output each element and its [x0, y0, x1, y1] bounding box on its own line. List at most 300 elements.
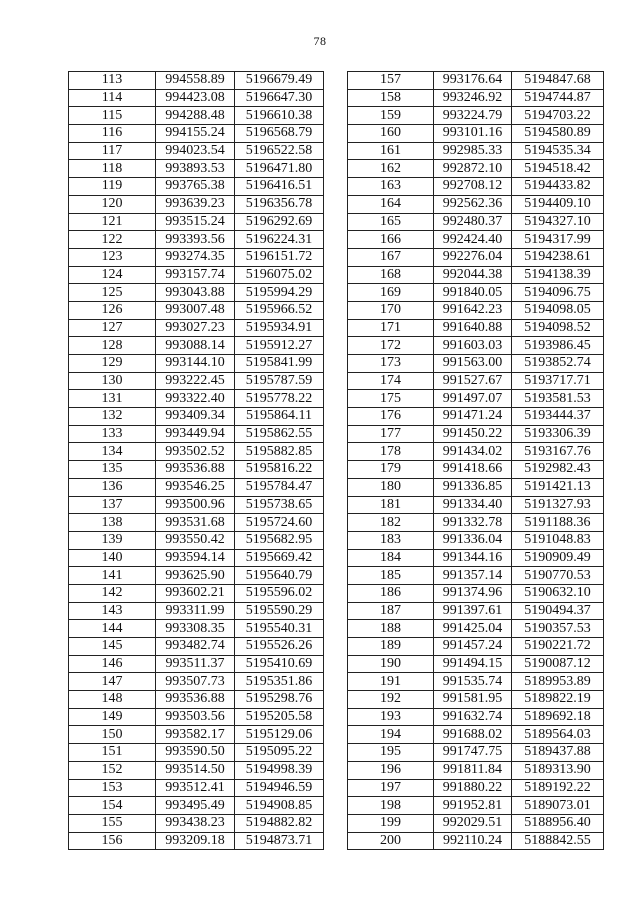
table-row: [69, 814, 324, 832]
y-coordinate-cell: 5191188.36: [512, 514, 604, 532]
y-coordinate-cell: 5195864.11: [235, 408, 324, 426]
table-row: [348, 89, 604, 107]
table-row: [69, 549, 324, 567]
x-coordinate-cell: 991494.15: [434, 655, 512, 673]
y-coordinate-cell: 5189437.88: [512, 744, 604, 762]
y-coordinate-cell: 5195596.02: [235, 584, 324, 602]
table-row: [348, 248, 604, 266]
point-number-cell: 129: [69, 355, 156, 373]
y-coordinate-cell: 5195351.86: [235, 673, 324, 691]
x-coordinate-cell: 992480.37: [434, 213, 512, 231]
table-row: [69, 673, 324, 691]
table-row: [69, 195, 324, 213]
y-coordinate-cell: 5196292.69: [235, 213, 324, 231]
point-number-cell: 180: [348, 478, 434, 496]
point-number-cell: 119: [69, 178, 156, 196]
y-coordinate-cell: 5193167.76: [512, 443, 604, 461]
x-coordinate-cell: 991344.16: [434, 549, 512, 567]
point-number-cell: 133: [69, 425, 156, 443]
point-number-cell: 168: [348, 266, 434, 284]
y-coordinate-cell: 5193306.39: [512, 425, 604, 443]
x-coordinate-cell: 991640.88: [434, 319, 512, 337]
y-coordinate-cell: 5195540.31: [235, 620, 324, 638]
y-coordinate-cell: 5193717.71: [512, 372, 604, 390]
y-coordinate-cell: 5195410.69: [235, 655, 324, 673]
x-coordinate-cell: 993507.73: [156, 673, 235, 691]
x-coordinate-cell: 992044.38: [434, 266, 512, 284]
x-coordinate-cell: 993438.23: [156, 814, 235, 832]
x-coordinate-cell: 991581.95: [434, 691, 512, 709]
x-coordinate-cell: 993007.48: [156, 301, 235, 319]
x-coordinate-cell: 993308.35: [156, 620, 235, 638]
x-coordinate-cell: 993043.88: [156, 284, 235, 302]
y-coordinate-cell: 5195129.06: [235, 726, 324, 744]
y-coordinate-cell: 5194744.87: [512, 89, 604, 107]
point-number-cell: 127: [69, 319, 156, 337]
y-coordinate-cell: 5195682.95: [235, 531, 324, 549]
y-coordinate-cell: 5191048.83: [512, 531, 604, 549]
y-coordinate-cell: 5195669.42: [235, 549, 324, 567]
point-number-cell: 122: [69, 231, 156, 249]
point-number-cell: 160: [348, 125, 434, 143]
table-row: [69, 248, 324, 266]
y-coordinate-cell: 5190770.53: [512, 567, 604, 585]
table-row: [348, 638, 604, 656]
x-coordinate-cell: 994155.24: [156, 125, 235, 143]
y-coordinate-cell: 5195590.29: [235, 602, 324, 620]
x-coordinate-cell: 993536.88: [156, 691, 235, 709]
table-row: [69, 372, 324, 390]
y-coordinate-cell: 5195841.99: [235, 355, 324, 373]
table-row: [69, 478, 324, 496]
x-coordinate-cell: 991688.02: [434, 726, 512, 744]
point-number-cell: 194: [348, 726, 434, 744]
y-coordinate-cell: 5189073.01: [512, 797, 604, 815]
y-coordinate-cell: 5195738.65: [235, 496, 324, 514]
x-coordinate-cell: 993594.14: [156, 549, 235, 567]
y-coordinate-cell: 5196610.38: [235, 107, 324, 125]
x-coordinate-cell: 991457.24: [434, 638, 512, 656]
y-coordinate-cell: 5190494.37: [512, 602, 604, 620]
x-coordinate-cell: 993027.23: [156, 319, 235, 337]
point-number-cell: 193: [348, 708, 434, 726]
point-number-cell: 170: [348, 301, 434, 319]
table-row: [348, 708, 604, 726]
point-number-cell: 116: [69, 125, 156, 143]
point-number-cell: 120: [69, 195, 156, 213]
x-coordinate-cell: 992424.40: [434, 231, 512, 249]
x-coordinate-cell: 992562.36: [434, 195, 512, 213]
table-row: [348, 390, 604, 408]
x-coordinate-cell: 993639.23: [156, 195, 235, 213]
table-row: [69, 125, 324, 143]
y-coordinate-cell: 5194096.75: [512, 284, 604, 302]
point-number-cell: 189: [348, 638, 434, 656]
y-coordinate-cell: 5194317.99: [512, 231, 604, 249]
table-row: [348, 531, 604, 549]
table-row: [348, 195, 604, 213]
table-row: [69, 72, 324, 90]
table-body: [69, 72, 324, 850]
y-coordinate-cell: 5193581.53: [512, 390, 604, 408]
point-number-cell: 153: [69, 779, 156, 797]
table-row: [348, 478, 604, 496]
table-row: [348, 461, 604, 479]
table-row: [348, 744, 604, 762]
table-row: [348, 496, 604, 514]
table-row: [348, 761, 604, 779]
table-row: [348, 408, 604, 426]
y-coordinate-cell: 5193852.74: [512, 355, 604, 373]
y-coordinate-cell: 5190909.49: [512, 549, 604, 567]
y-coordinate-cell: 5194098.52: [512, 319, 604, 337]
table-row: [348, 337, 604, 355]
table-row: [348, 213, 604, 231]
x-coordinate-cell: 991497.07: [434, 390, 512, 408]
y-coordinate-cell: 5194138.39: [512, 266, 604, 284]
point-number-cell: 145: [69, 638, 156, 656]
coordinates-table-right: [347, 71, 604, 850]
table-row: [69, 584, 324, 602]
point-number-cell: 118: [69, 160, 156, 178]
point-number-cell: 173: [348, 355, 434, 373]
point-number-cell: 151: [69, 744, 156, 762]
point-number-cell: 113: [69, 72, 156, 90]
x-coordinate-cell: 994423.08: [156, 89, 235, 107]
table-row: [348, 514, 604, 532]
table-row: [348, 372, 604, 390]
x-coordinate-cell: 994023.54: [156, 142, 235, 160]
point-number-cell: 158: [348, 89, 434, 107]
table-row: [348, 620, 604, 638]
y-coordinate-cell: 5196224.31: [235, 231, 324, 249]
x-coordinate-cell: 991334.40: [434, 496, 512, 514]
table-row: [69, 531, 324, 549]
point-number-cell: 117: [69, 142, 156, 160]
y-coordinate-cell: 5194535.34: [512, 142, 604, 160]
table-row: [69, 178, 324, 196]
table-row: [348, 673, 604, 691]
table-row: [348, 266, 604, 284]
y-coordinate-cell: 5194327.10: [512, 213, 604, 231]
x-coordinate-cell: 991374.96: [434, 584, 512, 602]
y-coordinate-cell: 5189692.18: [512, 708, 604, 726]
point-number-cell: 198: [348, 797, 434, 815]
x-coordinate-cell: 993088.14: [156, 337, 235, 355]
y-coordinate-cell: 5193444.37: [512, 408, 604, 426]
point-number-cell: 159: [348, 107, 434, 125]
table-row: [69, 266, 324, 284]
x-coordinate-cell: 993209.18: [156, 832, 235, 850]
table-row: [348, 355, 604, 373]
table-row: [348, 231, 604, 249]
x-coordinate-cell: 993246.92: [434, 89, 512, 107]
table-row: [69, 779, 324, 797]
point-number-cell: 179: [348, 461, 434, 479]
x-coordinate-cell: 992985.33: [434, 142, 512, 160]
table-body: [348, 72, 604, 850]
table-row: [348, 691, 604, 709]
point-number-cell: 178: [348, 443, 434, 461]
y-coordinate-cell: 5196416.51: [235, 178, 324, 196]
y-coordinate-cell: 5195934.91: [235, 319, 324, 337]
table-row: [69, 390, 324, 408]
point-number-cell: 191: [348, 673, 434, 691]
x-coordinate-cell: 991332.78: [434, 514, 512, 532]
point-number-cell: 152: [69, 761, 156, 779]
x-coordinate-cell: 991811.84: [434, 761, 512, 779]
point-number-cell: 192: [348, 691, 434, 709]
x-coordinate-cell: 994558.89: [156, 72, 235, 90]
point-number-cell: 185: [348, 567, 434, 585]
point-number-cell: 165: [348, 213, 434, 231]
point-number-cell: 135: [69, 461, 156, 479]
y-coordinate-cell: 5194580.89: [512, 125, 604, 143]
y-coordinate-cell: 5195724.60: [235, 514, 324, 532]
x-coordinate-cell: 991357.14: [434, 567, 512, 585]
y-coordinate-cell: 5195787.59: [235, 372, 324, 390]
y-coordinate-cell: 5189564.03: [512, 726, 604, 744]
y-coordinate-cell: 5196522.58: [235, 142, 324, 160]
table-row: [69, 301, 324, 319]
table-row: [348, 779, 604, 797]
table-row: [69, 319, 324, 337]
table-row: [348, 567, 604, 585]
y-coordinate-cell: 5195966.52: [235, 301, 324, 319]
y-coordinate-cell: 5188956.40: [512, 814, 604, 832]
table-row: [69, 638, 324, 656]
point-number-cell: 148: [69, 691, 156, 709]
table-row: [69, 107, 324, 125]
x-coordinate-cell: 993482.74: [156, 638, 235, 656]
y-coordinate-cell: 5194098.05: [512, 301, 604, 319]
point-number-cell: 187: [348, 602, 434, 620]
table-row: [348, 549, 604, 567]
y-coordinate-cell: 5195862.55: [235, 425, 324, 443]
x-coordinate-cell: 993511.37: [156, 655, 235, 673]
x-coordinate-cell: 993500.96: [156, 496, 235, 514]
point-number-cell: 166: [348, 231, 434, 249]
table-row: [348, 584, 604, 602]
table-row: [348, 72, 604, 90]
y-coordinate-cell: 5196075.02: [235, 266, 324, 284]
x-coordinate-cell: 993503.56: [156, 708, 235, 726]
table-row: [348, 602, 604, 620]
table-row: [348, 832, 604, 850]
table-row: [69, 691, 324, 709]
y-coordinate-cell: 5194409.10: [512, 195, 604, 213]
table-row: [348, 107, 604, 125]
x-coordinate-cell: 991563.00: [434, 355, 512, 373]
table-row: [348, 797, 604, 815]
y-coordinate-cell: 5196471.80: [235, 160, 324, 178]
x-coordinate-cell: 992708.12: [434, 178, 512, 196]
point-number-cell: 149: [69, 708, 156, 726]
x-coordinate-cell: 993409.34: [156, 408, 235, 426]
table-row: [69, 213, 324, 231]
table-row: [69, 832, 324, 850]
point-number-cell: 162: [348, 160, 434, 178]
y-coordinate-cell: 5195778.22: [235, 390, 324, 408]
point-number-cell: 188: [348, 620, 434, 638]
point-number-cell: 157: [348, 72, 434, 90]
y-coordinate-cell: 5196679.49: [235, 72, 324, 90]
y-coordinate-cell: 5194908.85: [235, 797, 324, 815]
x-coordinate-cell: 991632.74: [434, 708, 512, 726]
table-row: [69, 797, 324, 815]
point-number-cell: 200: [348, 832, 434, 850]
table-row: [69, 284, 324, 302]
y-coordinate-cell: 5191327.93: [512, 496, 604, 514]
table-row: [69, 514, 324, 532]
y-coordinate-cell: 5188842.55: [512, 832, 604, 850]
y-coordinate-cell: 5194998.39: [235, 761, 324, 779]
point-number-cell: 177: [348, 425, 434, 443]
x-coordinate-cell: 993224.79: [434, 107, 512, 125]
y-coordinate-cell: 5195205.58: [235, 708, 324, 726]
y-coordinate-cell: 5195640.79: [235, 567, 324, 585]
y-coordinate-cell: 5189822.19: [512, 691, 604, 709]
point-number-cell: 164: [348, 195, 434, 213]
point-number-cell: 136: [69, 478, 156, 496]
table-row: [69, 443, 324, 461]
x-coordinate-cell: 992029.51: [434, 814, 512, 832]
point-number-cell: 161: [348, 142, 434, 160]
x-coordinate-cell: 993625.90: [156, 567, 235, 585]
table-row: [348, 425, 604, 443]
point-number-cell: 134: [69, 443, 156, 461]
table-row: [348, 142, 604, 160]
point-number-cell: 155: [69, 814, 156, 832]
x-coordinate-cell: 992872.10: [434, 160, 512, 178]
x-coordinate-cell: 992110.24: [434, 832, 512, 850]
point-number-cell: 142: [69, 584, 156, 602]
point-number-cell: 176: [348, 408, 434, 426]
y-coordinate-cell: 5190357.53: [512, 620, 604, 638]
point-number-cell: 146: [69, 655, 156, 673]
table-row: [69, 567, 324, 585]
point-number-cell: 144: [69, 620, 156, 638]
point-number-cell: 182: [348, 514, 434, 532]
y-coordinate-cell: 5194518.42: [512, 160, 604, 178]
y-coordinate-cell: 5194703.22: [512, 107, 604, 125]
y-coordinate-cell: 5196647.30: [235, 89, 324, 107]
y-coordinate-cell: 5189192.22: [512, 779, 604, 797]
y-coordinate-cell: 5196356.78: [235, 195, 324, 213]
x-coordinate-cell: 993765.38: [156, 178, 235, 196]
point-number-cell: 123: [69, 248, 156, 266]
table-row: [69, 496, 324, 514]
point-number-cell: 175: [348, 390, 434, 408]
x-coordinate-cell: 991535.74: [434, 673, 512, 691]
x-coordinate-cell: 991642.23: [434, 301, 512, 319]
x-coordinate-cell: 993144.10: [156, 355, 235, 373]
table-row: [69, 655, 324, 673]
x-coordinate-cell: 993893.53: [156, 160, 235, 178]
x-coordinate-cell: 993157.74: [156, 266, 235, 284]
x-coordinate-cell: 991336.85: [434, 478, 512, 496]
x-coordinate-cell: 993514.50: [156, 761, 235, 779]
point-number-cell: 154: [69, 797, 156, 815]
y-coordinate-cell: 5190632.10: [512, 584, 604, 602]
table-row: [69, 408, 324, 426]
point-number-cell: 184: [348, 549, 434, 567]
table-row: [348, 726, 604, 744]
table-row: [69, 708, 324, 726]
table-row: [69, 744, 324, 762]
y-coordinate-cell: 5195882.85: [235, 443, 324, 461]
point-number-cell: 137: [69, 496, 156, 514]
y-coordinate-cell: 5195912.27: [235, 337, 324, 355]
y-coordinate-cell: 5193986.45: [512, 337, 604, 355]
point-number-cell: 183: [348, 531, 434, 549]
table-row: [69, 602, 324, 620]
x-coordinate-cell: 992276.04: [434, 248, 512, 266]
y-coordinate-cell: 5196568.79: [235, 125, 324, 143]
coordinates-table-left: [68, 71, 324, 850]
point-number-cell: 143: [69, 602, 156, 620]
y-coordinate-cell: 5195994.29: [235, 284, 324, 302]
point-number-cell: 199: [348, 814, 434, 832]
point-number-cell: 195: [348, 744, 434, 762]
x-coordinate-cell: 991603.03: [434, 337, 512, 355]
point-number-cell: 132: [69, 408, 156, 426]
point-number-cell: 147: [69, 673, 156, 691]
table-row: [69, 761, 324, 779]
point-number-cell: 130: [69, 372, 156, 390]
table-row: [69, 461, 324, 479]
y-coordinate-cell: 5194847.68: [512, 72, 604, 90]
point-number-cell: 126: [69, 301, 156, 319]
point-number-cell: 150: [69, 726, 156, 744]
table-row: [69, 425, 324, 443]
x-coordinate-cell: 991840.05: [434, 284, 512, 302]
point-number-cell: 163: [348, 178, 434, 196]
y-coordinate-cell: 5194238.61: [512, 248, 604, 266]
point-number-cell: 172: [348, 337, 434, 355]
x-coordinate-cell: 993274.35: [156, 248, 235, 266]
x-coordinate-cell: 993602.21: [156, 584, 235, 602]
point-number-cell: 128: [69, 337, 156, 355]
x-coordinate-cell: 993515.24: [156, 213, 235, 231]
table-row: [348, 655, 604, 673]
point-number-cell: 140: [69, 549, 156, 567]
x-coordinate-cell: 991880.22: [434, 779, 512, 797]
y-coordinate-cell: 5195298.76: [235, 691, 324, 709]
point-number-cell: 167: [348, 248, 434, 266]
point-number-cell: 139: [69, 531, 156, 549]
point-number-cell: 124: [69, 266, 156, 284]
point-number-cell: 121: [69, 213, 156, 231]
x-coordinate-cell: 993550.42: [156, 531, 235, 549]
x-coordinate-cell: 993590.50: [156, 744, 235, 762]
table-row: [69, 231, 324, 249]
point-number-cell: 115: [69, 107, 156, 125]
x-coordinate-cell: 993449.94: [156, 425, 235, 443]
x-coordinate-cell: 993176.64: [434, 72, 512, 90]
y-coordinate-cell: 5190087.12: [512, 655, 604, 673]
x-coordinate-cell: 993582.17: [156, 726, 235, 744]
x-coordinate-cell: 991425.04: [434, 620, 512, 638]
x-coordinate-cell: 993311.99: [156, 602, 235, 620]
table-row: [69, 337, 324, 355]
x-coordinate-cell: 991434.02: [434, 443, 512, 461]
y-coordinate-cell: 5194873.71: [235, 832, 324, 850]
point-number-cell: 141: [69, 567, 156, 585]
point-number-cell: 138: [69, 514, 156, 532]
x-coordinate-cell: 993393.56: [156, 231, 235, 249]
table-row: [348, 443, 604, 461]
